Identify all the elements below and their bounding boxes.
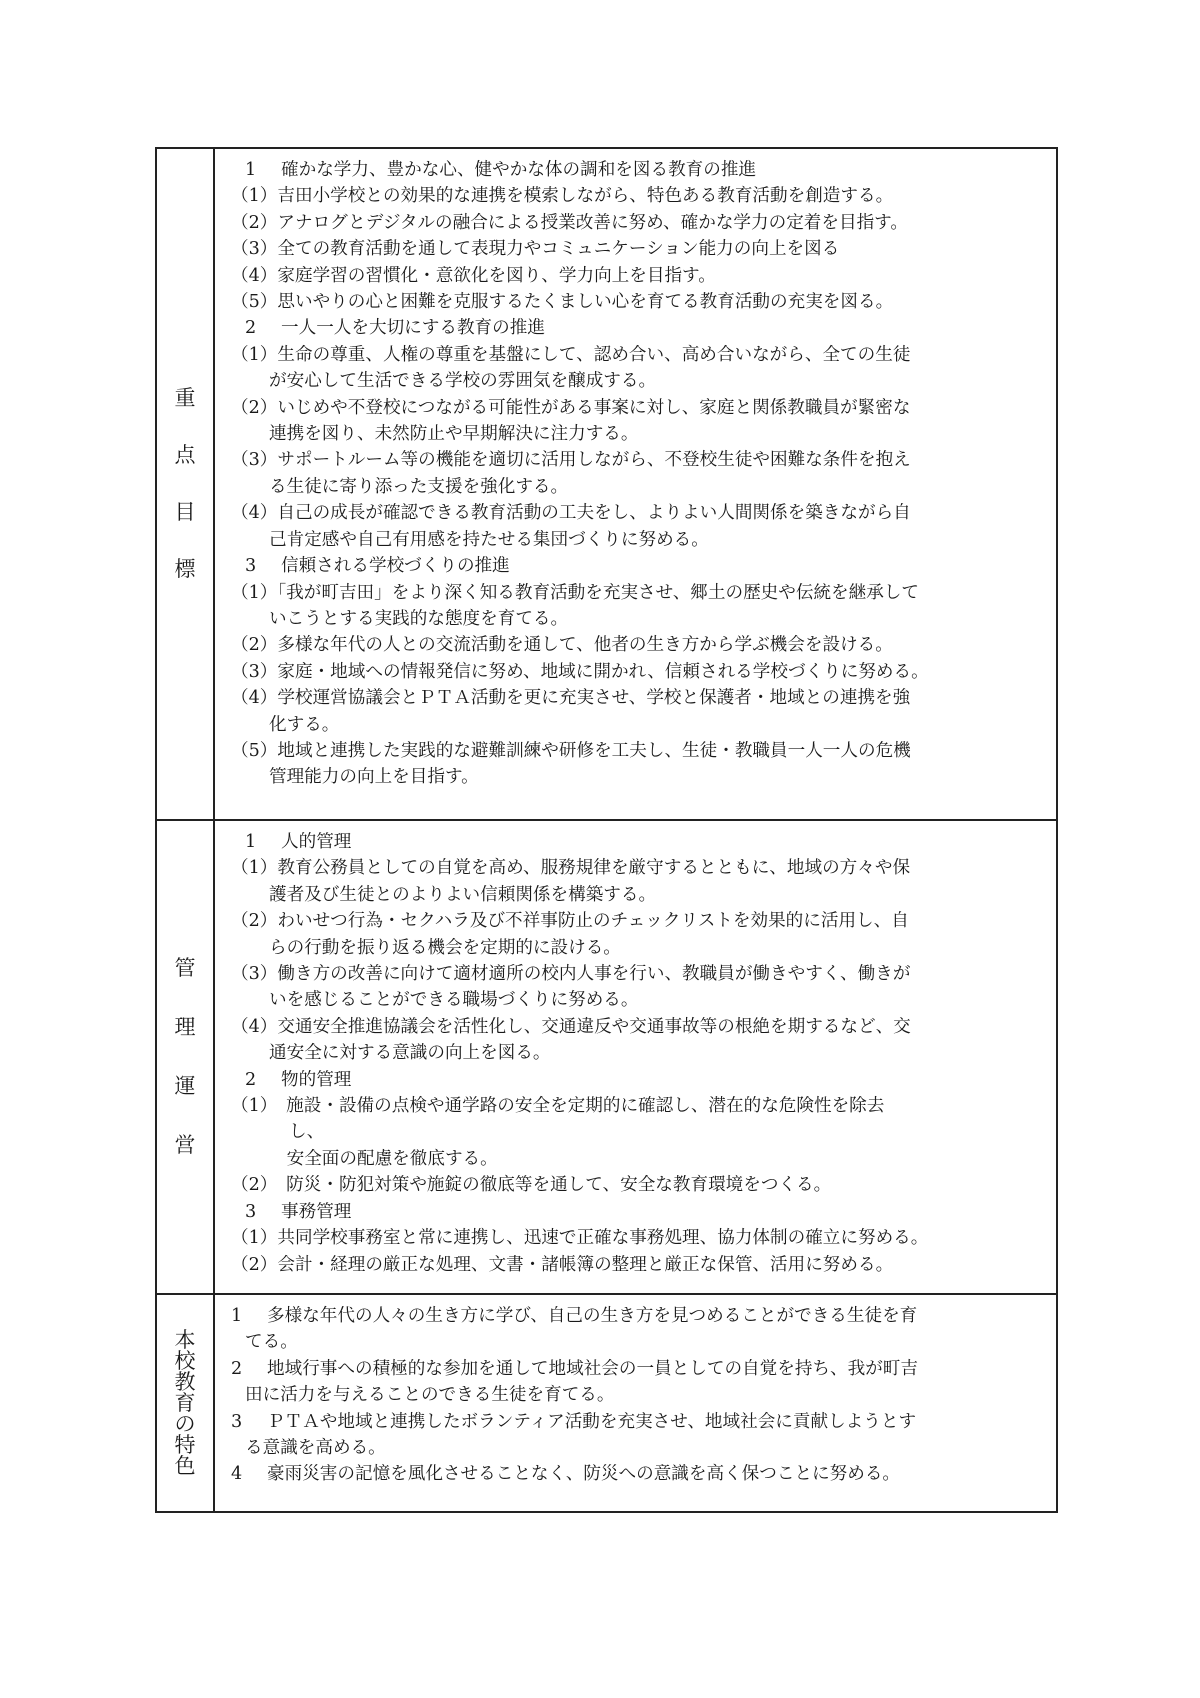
feature-item bbox=[231, 1356, 1048, 1382]
item-text: （1）吉田小学校との効果的な連携を模索しながら、特色ある教育活動を創造する。 bbox=[231, 186, 894, 207]
list-item bbox=[231, 236, 1048, 262]
list-item bbox=[231, 961, 1048, 987]
list-item bbox=[231, 908, 1048, 934]
item-text: 地域行事への積極的な参加を通して地域社会の一員としての自覚を持ち、我が町吉 bbox=[267, 1358, 918, 1379]
item-text: （1） 施設・設備の点検や通学路の安全を定期的に確認し、潜在的な危険性を除去 bbox=[231, 1096, 885, 1117]
list-item bbox=[231, 1172, 1048, 1198]
item-text: 多様な年代の人々の生き方に学び、自己の生き方を見つめることができる生徒を育 bbox=[267, 1306, 918, 1326]
heading-char: 教 bbox=[174, 1369, 196, 1394]
item-text: る意識を高める。 bbox=[245, 1438, 386, 1459]
item-text: る生徒に寄り添った支援を強化する。 bbox=[269, 476, 569, 497]
item-text: （4）交通安全推進協議会を活性化し、交通違反や交通事故等の根絶を期するなど、交 bbox=[231, 1016, 911, 1037]
item-text: （3）働き方の改善に向けて適材適所の校内人事を行い、教職員が働きやすく、働きが bbox=[231, 964, 911, 985]
list-item bbox=[231, 685, 1048, 711]
list-item-continuation bbox=[231, 368, 1048, 394]
heading-char: 標 bbox=[174, 557, 196, 581]
heading-char: 育 bbox=[174, 1390, 196, 1415]
list-item bbox=[231, 1093, 1048, 1119]
list-item bbox=[231, 447, 1048, 473]
item-text: 人的管理 bbox=[281, 832, 352, 852]
item-text: （2）多様な年代の人との交流活動を通して、他者の生き方から学ぶ機会を設ける。 bbox=[231, 635, 893, 656]
list-item bbox=[231, 632, 1048, 658]
list-item-continuation bbox=[231, 1040, 1048, 1066]
item-text: し、 bbox=[289, 1122, 325, 1143]
heading-char: 特 bbox=[174, 1432, 196, 1457]
item-text: らの行動を振り返る機会を定期的に設ける。 bbox=[269, 937, 621, 958]
section-heading-cell bbox=[156, 1294, 214, 1512]
list-item-continuation bbox=[231, 527, 1048, 553]
item-text: が安心して生活できる学校の雰囲気を醸成する。 bbox=[269, 371, 657, 392]
section-row-priority-goals bbox=[156, 148, 1057, 820]
item-number: 1 bbox=[231, 1306, 243, 1326]
feature-item bbox=[231, 1461, 1048, 1487]
item-text: 物的管理 bbox=[281, 1069, 352, 1090]
section-heading-cell bbox=[156, 148, 214, 820]
list-item-continuation bbox=[231, 1146, 1048, 1172]
subsection-heading bbox=[231, 157, 1048, 183]
item-text: （2）いじめや不登校につながる可能性がある事案に対し、家庭と関係教職員が緊密な bbox=[231, 397, 911, 418]
item-text: 護者及び生徒とのよりよい信頼関係を構築する。 bbox=[269, 884, 657, 905]
heading-char: 本 bbox=[174, 1327, 196, 1352]
item-text: （2）わいせつ行為・セクハラ及び不祥事防止のチェックリストを効果的に活用し、自 bbox=[231, 911, 909, 932]
item-number: 1 bbox=[245, 832, 257, 852]
list-item bbox=[231, 1225, 1048, 1251]
list-item bbox=[231, 580, 1048, 606]
item-text: （1）「我が町吉田」をより深く知る教育活動を充実させ、郷土の歴史や伝統を継承して bbox=[231, 582, 920, 603]
item-number: 3 bbox=[245, 556, 257, 577]
list-item-continuation bbox=[231, 421, 1048, 447]
item-text: （3）家庭・地域への情報発信に努め、地域に開かれ、信頼される学校づくりに努める。 bbox=[231, 661, 929, 682]
list-item-continuation bbox=[231, 1435, 1048, 1461]
item-text: （2）アナログとデジタルの融合による授業改善に努め、確かな学力の定着を目指す。 bbox=[231, 212, 908, 233]
item-text: （4）学校運営協議会とＰＴＡ活動を更に充実させ、学校と保護者・地域との連携を強 bbox=[231, 688, 911, 709]
list-item bbox=[231, 738, 1048, 764]
item-number: 4 bbox=[231, 1464, 243, 1485]
list-item-continuation bbox=[231, 764, 1048, 790]
section-heading bbox=[175, 388, 196, 580]
item-number: 2 bbox=[245, 1069, 257, 1090]
section-heading bbox=[174, 1327, 196, 1478]
section-row-school-features bbox=[156, 1294, 1057, 1512]
item-text: 信頼される学校づくりの推進 bbox=[281, 556, 510, 577]
item-text: 連携を図り、未然防止や早期解決に注力する。 bbox=[269, 424, 639, 445]
item-text: （5）思いやりの心と困難を克服するたくましい心を育てる教育活動の充実を図る。 bbox=[231, 292, 894, 313]
list-item-continuation bbox=[231, 987, 1048, 1013]
section-body bbox=[214, 1294, 1057, 1512]
item-number: 3 bbox=[245, 1201, 257, 1222]
list-item-continuation bbox=[231, 1119, 1048, 1145]
subsection-heading bbox=[231, 1199, 1048, 1225]
item-text: （4）家庭学習の習慣化・意欲化を図り、学力向上を目指す。 bbox=[231, 265, 716, 286]
heading-char: 色 bbox=[174, 1453, 196, 1478]
section-body bbox=[214, 820, 1057, 1294]
heading-char: 点 bbox=[174, 443, 196, 467]
list-item bbox=[231, 263, 1048, 289]
feature-item bbox=[231, 1409, 1048, 1435]
list-item-continuation bbox=[231, 1382, 1048, 1408]
list-item-continuation bbox=[231, 1329, 1048, 1355]
policy-table bbox=[155, 147, 1058, 1513]
section-heading-cell bbox=[156, 820, 214, 1294]
item-number: 2 bbox=[231, 1358, 243, 1379]
list-item bbox=[231, 855, 1048, 881]
subsection-heading bbox=[231, 553, 1048, 579]
item-text: （1）教育公務員としての自覚を高め、服務規律を厳守するとともに、地域の方々や保 bbox=[231, 858, 911, 879]
list-item bbox=[231, 1014, 1048, 1040]
item-text: 事務管理 bbox=[281, 1201, 352, 1222]
heading-char: 目 bbox=[174, 500, 196, 524]
list-item bbox=[231, 659, 1048, 685]
list-item-continuation bbox=[231, 712, 1048, 738]
item-text: ＰＴＡや地域と連携したボランティア活動を充実させ、地域社会に貢献しようとす bbox=[267, 1411, 917, 1432]
list-item bbox=[231, 210, 1048, 236]
item-text: （5）地域と連携した実践的な避難訓練や研修を工夫し、生徒・教職員一人一人の危機 bbox=[231, 740, 911, 761]
item-text: 己肯定感や自己有用感を持たせる集団づくりに努める。 bbox=[269, 529, 709, 550]
item-text: 田に活力を与えることのできる生徒を育てる。 bbox=[245, 1385, 615, 1406]
list-item bbox=[231, 289, 1048, 315]
subsection-heading bbox=[231, 829, 1048, 855]
item-text: 確かな学力、豊かな心、健やかな体の調和を図る教育の推進 bbox=[281, 160, 757, 180]
list-item bbox=[231, 1252, 1048, 1278]
section-row-management bbox=[156, 820, 1057, 1294]
item-text: いこうとする実践的な態度を育てる。 bbox=[269, 608, 569, 629]
heading-char: 営 bbox=[174, 1133, 196, 1157]
heading-char: 管 bbox=[174, 956, 196, 980]
item-text: （3）サポートルーム等の機能を適切に活用しながら、不登校生徒や困難な条件を抱え bbox=[231, 450, 911, 471]
subsection-heading bbox=[231, 1067, 1048, 1093]
list-item bbox=[231, 395, 1048, 421]
feature-item bbox=[231, 1303, 1048, 1329]
list-item-continuation bbox=[231, 882, 1048, 908]
item-number: 3 bbox=[231, 1411, 243, 1432]
item-text: （2）会計・経理の厳正な処理、文書・諸帳簿の整理と厳正な保管、活用に努める。 bbox=[231, 1254, 894, 1275]
item-text: （4）自己の成長が確認できる教育活動の工夫をし、よりよい人間関係を築きながら自 bbox=[231, 503, 911, 524]
item-text: 化する。 bbox=[269, 714, 340, 735]
item-number: 1 bbox=[245, 160, 257, 180]
list-item bbox=[231, 342, 1048, 368]
list-item-continuation bbox=[231, 935, 1048, 961]
list-item bbox=[231, 183, 1048, 209]
list-item-continuation bbox=[231, 606, 1048, 632]
item-text: 一人一人を大切にする教育の推進 bbox=[281, 318, 545, 339]
subsection-heading bbox=[231, 315, 1048, 341]
item-text: てる。 bbox=[245, 1332, 298, 1353]
item-text: 安全面の配慮を徹底する。 bbox=[269, 1148, 498, 1169]
item-text: （1）共同学校事務室と常に連携し、迅速で正確な事務処理、協力体制の確立に努める。 bbox=[231, 1228, 929, 1249]
item-text: 豪雨災害の記憶を風化させることなく、防災への意識を高く保つことに努める。 bbox=[267, 1464, 901, 1485]
section-heading bbox=[175, 958, 196, 1156]
list-item-continuation bbox=[231, 474, 1048, 500]
item-text: 通安全に対する意識の向上を図る。 bbox=[269, 1043, 551, 1064]
heading-char: 校 bbox=[174, 1348, 196, 1373]
heading-char: の bbox=[174, 1411, 196, 1436]
item-text: （3）全ての教育活動を通して表現力やコミュニケーション能力の向上を図る bbox=[231, 239, 840, 260]
heading-char: 重 bbox=[174, 386, 196, 410]
list-item bbox=[231, 500, 1048, 526]
section-body bbox=[214, 148, 1057, 820]
item-text: いを感じることができる職場づくりに努める。 bbox=[269, 990, 639, 1011]
item-number: 2 bbox=[245, 318, 257, 339]
heading-char: 運 bbox=[174, 1074, 196, 1098]
heading-char: 理 bbox=[174, 1015, 196, 1039]
item-text: 管理能力の向上を目指す。 bbox=[269, 767, 479, 788]
item-text: （1）生命の尊重、人権の尊重を基盤にして、認め合い、高め合いながら、全ての生徒 bbox=[231, 344, 911, 365]
item-text: （2） 防災・防犯対策や施錠の徹底等を通して、安全な教育環境をつくる。 bbox=[231, 1175, 832, 1196]
